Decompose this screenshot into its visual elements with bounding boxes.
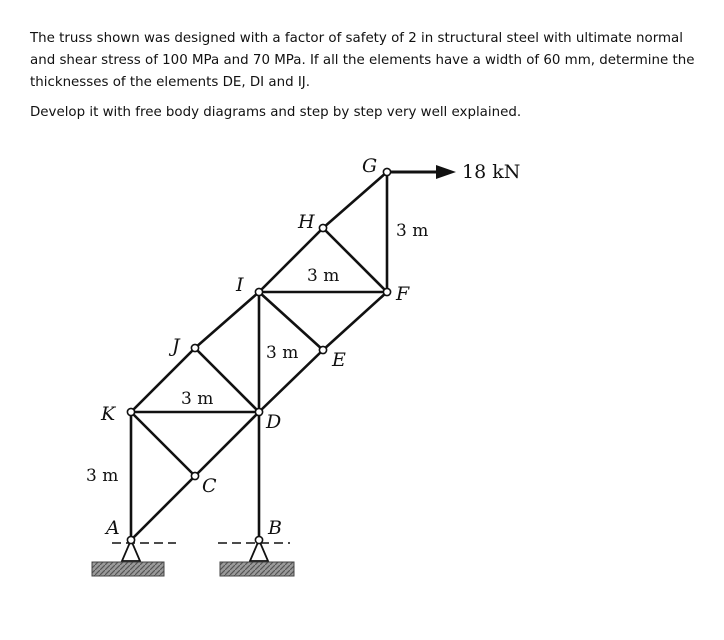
member-HG — [323, 172, 387, 228]
joint-C — [191, 472, 198, 479]
member-EF — [323, 292, 387, 350]
problem-paragraph-1: The truss shown was designed with a factor of safety of 2 in structural steel with ultimate normal and shear stress of 100 MPa and 70 MPa. If all the elements have a width of 60 mm, determine the thicknesses of the elements DE, DI and IJ. — [30, 31, 695, 90]
joint-K — [127, 408, 134, 415]
problem-paragraph-2: Develop it with free body diagrams and step by step very well explained. — [30, 105, 522, 120]
node-label-C: C — [202, 475, 217, 497]
node-label-G: G — [362, 155, 378, 177]
joint-E — [319, 346, 326, 353]
node-label-J: J — [172, 335, 180, 357]
member-CD — [195, 412, 259, 476]
node-label-D: D — [266, 411, 282, 433]
node-label-I: I — [236, 274, 244, 296]
node-label-A: A — [106, 517, 120, 539]
dimension-label-jd: 3 m — [181, 389, 214, 409]
truss-members — [131, 172, 387, 540]
node-label-K: K — [101, 403, 116, 425]
dimension-label-hi: 3 m — [307, 266, 340, 286]
joint-A — [127, 536, 134, 543]
node-label-B: B — [268, 517, 282, 539]
dimension-label-gf: 3 m — [396, 221, 429, 241]
joint-J — [191, 344, 198, 351]
member-JI — [195, 292, 259, 348]
member-AC — [131, 476, 195, 540]
load-arrow — [391, 165, 456, 179]
support-B — [218, 540, 294, 576]
load-label: 18 kN — [462, 161, 521, 183]
joint-F — [383, 288, 390, 295]
node-label-E: E — [332, 349, 346, 371]
joint-H — [319, 224, 326, 231]
dimension-label-di: 3 m — [266, 343, 299, 363]
support-A — [92, 540, 176, 576]
joint-B — [255, 536, 262, 543]
joint-G — [383, 168, 390, 175]
joint-I — [255, 288, 262, 295]
member-IE — [259, 292, 323, 350]
node-label-F: F — [396, 283, 410, 305]
dimension-label-ka: 3 m — [86, 466, 119, 486]
joint-D — [255, 408, 262, 415]
member-KC — [131, 412, 195, 476]
node-label-H: H — [298, 211, 315, 233]
